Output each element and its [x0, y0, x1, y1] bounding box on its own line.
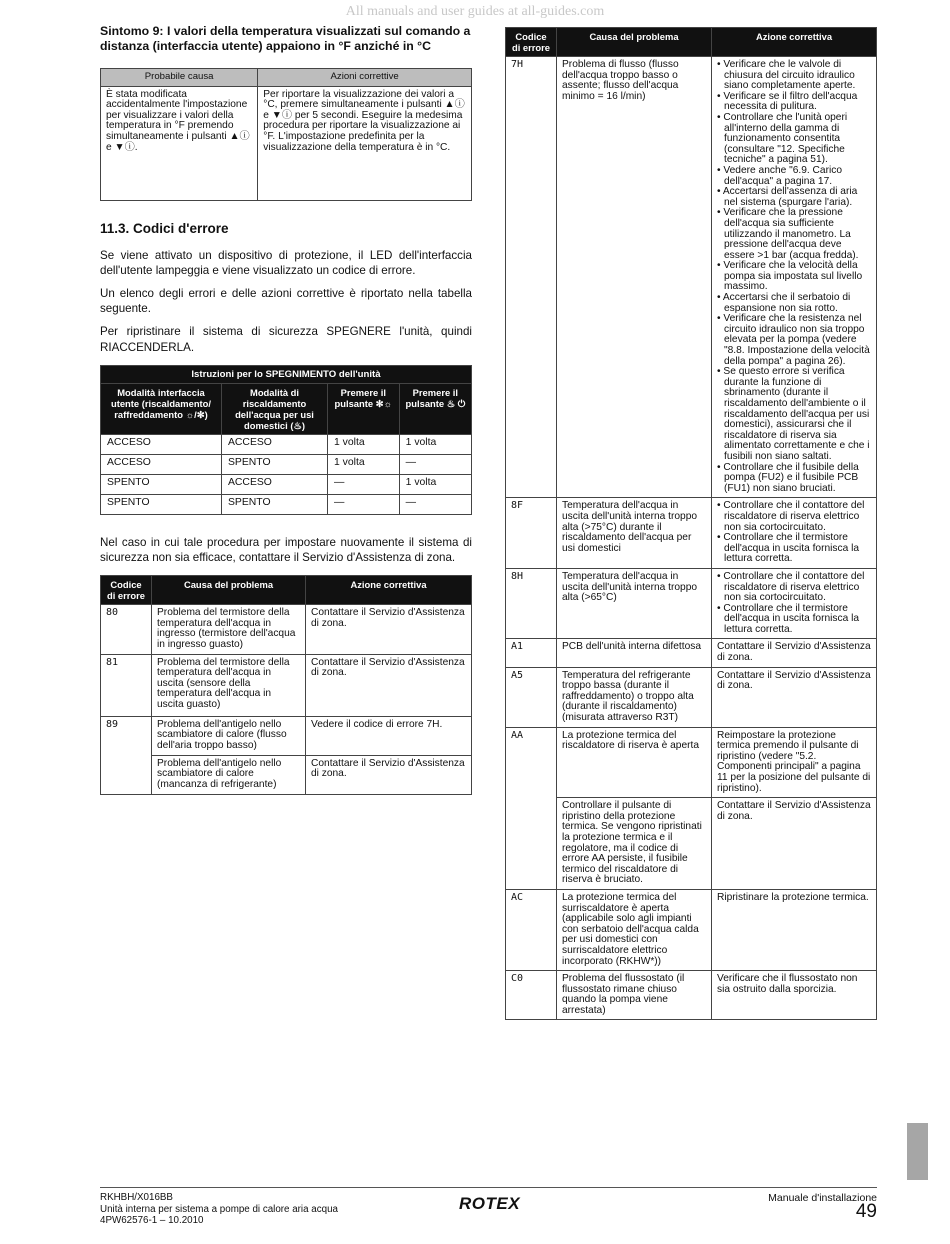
error-cause: Problema del termistore della temperatura dell'acqua in uscita (sensore della temperatura dell'acqua in uscita guasto) [152, 654, 306, 716]
cell: SPENTO [222, 494, 328, 514]
bullet: • Verificare se il filtro dell'acqua necessita di pulitura. [717, 92, 871, 113]
footer-right [768, 1192, 877, 1222]
error-code: C0 [506, 971, 557, 1020]
error-action: Reimpostare la protezione termica premendo il pulsante di ripristino (vedere "5.2. Componenti principali" a pagina 11 per la posizione del pulsante di ripristino). [712, 727, 877, 798]
error-cause: Problema del termistore della temperatura dell'acqua in ingresso (termistore dell'acqua in ingresso guasto) [152, 605, 306, 654]
shutdown-table [100, 365, 472, 515]
cell: ACCESO [222, 474, 328, 494]
error-code: A5 [506, 667, 557, 727]
header-action: Azione correttiva [306, 576, 472, 605]
watermark: All manuals and user guides at all-guides.com [345, 4, 605, 19]
table-row [101, 755, 472, 794]
table-row [506, 971, 877, 1020]
error-action: Contattare il Servizio d'Assistenza di zona. [306, 654, 472, 716]
cell: ACCESO [101, 454, 222, 474]
cell: SPENTO [222, 454, 328, 474]
cell: SPENTO [101, 474, 222, 494]
footer-ref: 4PW62576-1 – 10.2010 [100, 1215, 204, 1226]
error-action: Contattare il Servizio d'Assistenza di zona. [306, 755, 472, 794]
cell: 1 volta [328, 454, 400, 474]
bullet: • Verificare che la resistenza nel circuito idraulico non sia troppo elevata per la pompa (vedere "8.8. Impostazione della velocità della pompa" a pagina 26). [717, 314, 871, 367]
bullet: • Se questo errore si verifica durante la funzione di sbrinamento (durante il riscaldamento dell'ambiente o il riscaldamento dell'acqua per usi domestici), assicurarsi che il riscaldatore di riserva sia alimentato correttamente e che i fusibili non siano saltati. [717, 367, 871, 462]
left-column [100, 24, 472, 795]
bullet: • Controllare che il contattore del riscaldatore di riserva elettrico non sia cortocircuitato. [717, 501, 871, 533]
error-code: 89 [101, 716, 152, 794]
error-table-right [505, 27, 877, 1020]
bullet: • Controllare che il contattore del riscaldatore di riserva elettrico non sia cortocircuitato. [717, 572, 871, 604]
cell: ACCESO [222, 434, 328, 454]
paragraph: Se viene attivato un dispositivo di protezione, il LED dell'interfaccia dell'utente lampeggia e viene visualizzato un codice di errore. [100, 248, 472, 277]
symptom-title: Sintomo 9: I valori della temperatura visualizzati sul comando a distanza (interfaccia utente) appaiono in °F anziché in °C [100, 24, 471, 53]
table-row [101, 434, 472, 454]
error-cause: Problema dell'antigelo nello scambiatore di calore (flusso dell'aria troppo basso) [152, 716, 306, 755]
table-row [506, 727, 877, 798]
error-action: Contattare il Servizio d'Assistenza di zona. [306, 605, 472, 654]
paragraph: Nel caso in cui tale procedura per impostare nuovamente il sistema di sicurezza non sia efficace, contattare il Servizio d'Assistenza di zona. [100, 535, 472, 565]
section-title: 11.3. Codici d'errore [100, 220, 229, 236]
header-action: Azioni correttive [258, 69, 472, 87]
error-action: Verificare che il flussostato non sia ostruito dalla sporcizia. [712, 971, 877, 1020]
bullet: • Verificare che la pressione dell'acqua sia sufficiente utilizzando il manometro. La pressione dell'acqua deve essere >1 bar (acqua fredda). [717, 208, 871, 261]
cell: 1 volta [328, 434, 400, 454]
error-action: Ripristinare la protezione termica. [712, 889, 877, 970]
right-column [505, 27, 877, 1020]
rotex-logo: ROTEX [459, 1194, 521, 1213]
error-action [712, 568, 877, 639]
cell: 1 volta [399, 474, 471, 494]
error-action [712, 57, 877, 498]
error-cause: PCB dell'unità interna difettosa [557, 639, 712, 667]
header-cause: Causa del problema [557, 28, 712, 57]
bullet: • Accertarsi che il serbatoio di espansione non sia rotto. [717, 293, 871, 314]
error-cause: Controllare il pulsante di ripristino della protezione termica. Se vengono ripristinati la protezione termica e il regolatore, ma il codice di errore AA persiste, il fusibile termico del riscaldatore di riserva è bruciato. [557, 798, 712, 890]
header-action: Azione correttiva [712, 28, 877, 57]
bullet: • Controllare che il fusibile della pompa (FU2) e il fusibile PCB (FU1) non siano bruciati. [717, 463, 871, 495]
table-row [506, 57, 877, 498]
symptom-table [100, 68, 472, 201]
table-row [101, 494, 472, 514]
footer-model: RKHBH/X016BB [100, 1192, 173, 1203]
header-cause: Causa del problema [152, 576, 306, 605]
error-action: Contattare il Servizio d'Assistenza di zona. [712, 667, 877, 727]
error-cause: Problema dell'antigelo nello scambiatore di calore (mancanza di refrigerante) [152, 755, 306, 794]
error-cause: Temperatura del refrigerante troppo bassa (durante il raffreddamento) o troppo alta (durante il riscaldamento) (misurata attraverso R3T) [557, 667, 712, 727]
footer-manual: Manuale d'installazione [768, 1192, 877, 1204]
table-row [506, 798, 877, 890]
error-cause: Problema del flussostato (il flussostato rimane chiuso quando la pompa viene arrestata) [557, 971, 712, 1020]
symptom-action: Per riportare la visualizzazione dei valori a °C, premere simultaneamente i pulsanti ▲ⓘ e ▼ⓘ per 5 secondi. Eseguire la medesima procedura per riportare la visualizzazione ai °F. L'impostazione predefinita per la visualizzazione della temperatura è in °C. [258, 86, 472, 200]
table-row [506, 889, 877, 970]
table-row [506, 639, 877, 667]
error-action: Contattare il Servizio d'Assistenza di zona. [712, 639, 877, 667]
table-row [101, 654, 472, 716]
page-number: 49 [855, 1201, 877, 1222]
table-row [101, 474, 472, 494]
shutdown-title: Istruzioni per lo SPEGNIMENTO dell'unità [101, 365, 472, 383]
cell: ACCESO [101, 434, 222, 454]
table-row [506, 498, 877, 569]
header-code: Codice di errore [101, 576, 152, 605]
bullet: • Controllare che il termistore dell'acqua in uscita fornisca la lettura corretta. [717, 604, 871, 636]
table-row [506, 568, 877, 639]
error-code: A1 [506, 639, 557, 667]
shutdown-header: Premere il pulsante ♨ ⏻ [399, 383, 471, 434]
cell: — [399, 494, 471, 514]
table-row [101, 454, 472, 474]
bullet: • Verificare che le valvole di chiusura del circuito idraulico siano completamente aperte. [717, 60, 871, 92]
error-action [712, 498, 877, 569]
bullet: • Controllare che l'unità operi all'interno della gamma di funzionamento consentita (consultare "12. Specifiche tecniche" a pagina 51). [717, 113, 871, 166]
error-code: AA [506, 727, 557, 889]
cell: — [328, 474, 400, 494]
error-code: AC [506, 889, 557, 970]
table-row [506, 667, 877, 727]
cell: 1 volta [399, 434, 471, 454]
error-action: Vedere il codice di errore 7H. [306, 716, 472, 755]
section-tab-marker [907, 1123, 928, 1180]
paragraph: Un elenco degli errori e delle azioni correttive è riportato nella tabella seguente. [100, 287, 472, 316]
error-code: 80 [101, 605, 152, 654]
error-table-left [100, 575, 472, 794]
footer-desc: Unità interna per sistema a pompe di calore aria acqua [100, 1203, 338, 1215]
header-cause: Probabile causa [101, 69, 258, 87]
error-cause: Temperatura dell'acqua in uscita dell'unità interna troppo alta (>65°C) [557, 568, 712, 639]
cell: SPENTO [101, 494, 222, 514]
error-code: 7H [506, 57, 557, 498]
header-code: Codice di errore [506, 28, 557, 57]
shutdown-header: Premere il pulsante ✻☼ [328, 383, 400, 434]
error-cause: Problema di flusso (flusso dell'acqua troppo basso o assente; flusso dell'acqua minimo = 16 l/min) [557, 57, 712, 498]
paragraph: Per ripristinare il sistema di sicurezza SPEGNERE l'unità, quindi RIACCENDERLA. [100, 325, 472, 354]
bullet: • Verificare che la velocità della pompa sia impostata sul livello massimo. [717, 261, 871, 293]
error-cause: La protezione termica del surriscaldatore è aperta (applicabile solo agli impianti con serbatoio dell'acqua calda per usi domestici con surriscaldatore elettrico incorporato (RKHW*)) [557, 889, 712, 970]
error-cause: Temperatura dell'acqua in uscita dell'unità interna troppo alta (>75°C) durante il riscaldamento dell'acqua per usi domestici [557, 498, 712, 569]
footer-left [100, 1192, 338, 1227]
bullet: • Accertarsi dell'assenza di aria nel sistema (spurgare l'aria). [717, 187, 871, 208]
error-code: 8H [506, 568, 557, 639]
table-row [101, 716, 472, 755]
cell: — [399, 454, 471, 474]
error-action: Contattare il Servizio d'Assistenza di zona. [712, 798, 877, 890]
table-row [101, 605, 472, 654]
error-cause: La protezione termica del riscaldatore di riserva è aperta [557, 727, 712, 798]
shutdown-header: Modalità interfaccia utente (riscaldamento/ raffreddamento ☼/✻) [101, 383, 222, 434]
error-code: 81 [101, 654, 152, 716]
bullet: • Vedere anche "6.9. Carico dell'acqua" a pagina 17. [717, 166, 871, 187]
symptom-cause: È stata modificata accidentalmente l'impostazione per visualizzare i valori della temperatura in °F premendo simultaneamente i pulsanti ▲ⓘ e ▼ⓘ. [101, 86, 258, 200]
footer-divider [100, 1187, 877, 1188]
bullet: • Controllare che il termistore dell'acqua in uscita fornisca la lettura corretta. [717, 533, 871, 565]
cell: — [328, 494, 400, 514]
shutdown-header: Modalità di riscaldamento dell'acqua per usi domestici (♨) [222, 383, 328, 434]
error-code: 8F [506, 498, 557, 569]
